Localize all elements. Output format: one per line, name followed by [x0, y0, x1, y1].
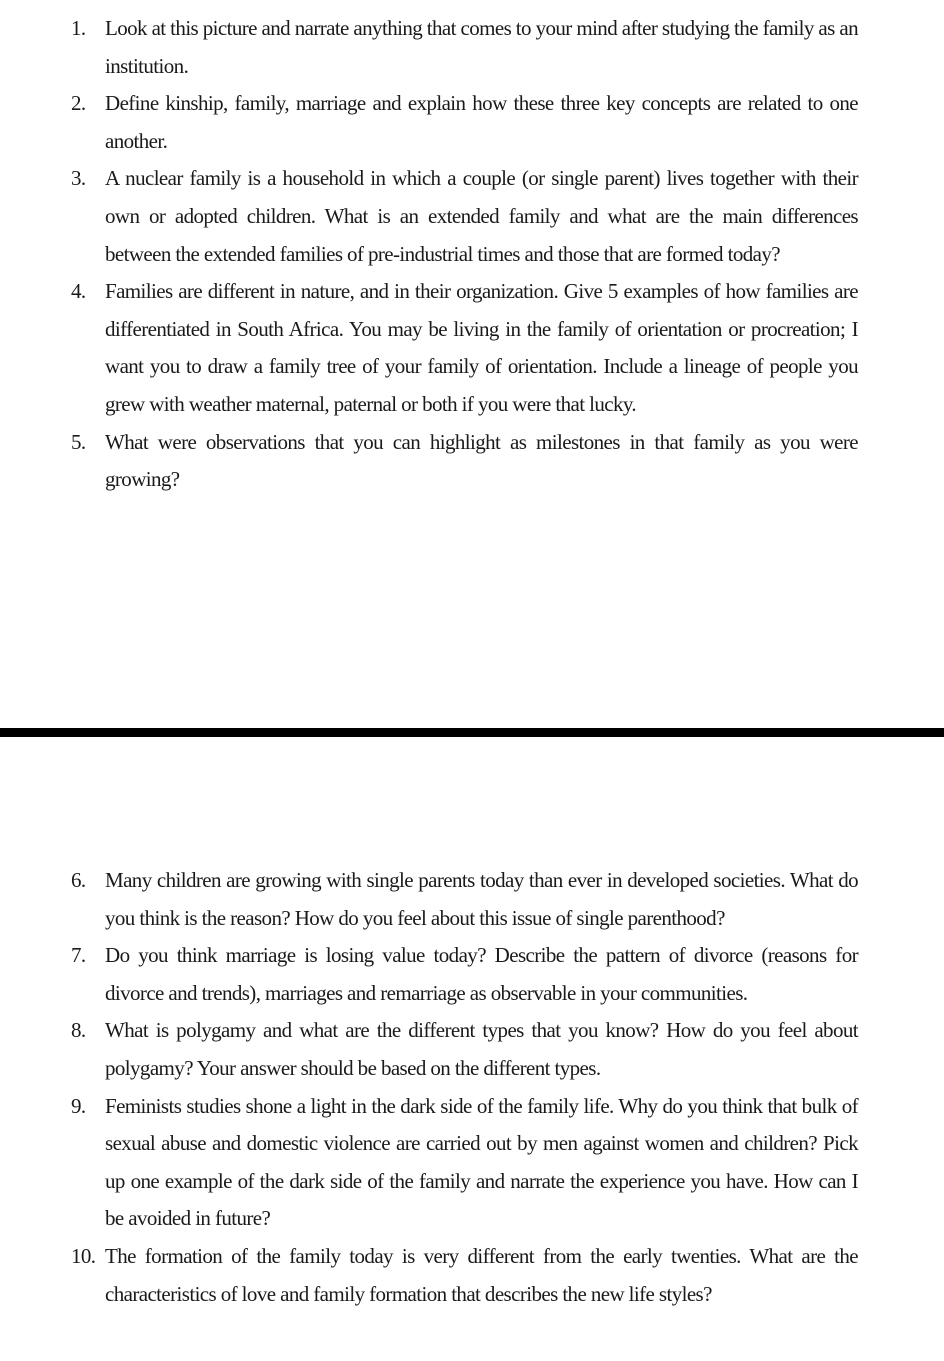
question-number: 10.: [71, 1243, 96, 1268]
page-divider: [0, 728, 944, 737]
question-text: A nuclear family is a household in which a couple (or single parent) lives together with their own or adopted children. What is an extended family and what are the main differences between the extended families of pre-industrial times and those that are formed today?: [105, 166, 858, 266]
question-text: What were observations that you can highlight as milestones in that family as you were growing?: [105, 429, 858, 492]
question-text: The formation of the family today is very different from the early twenties. What are the characteristics of love and family formation that describes the new life styles?: [105, 1243, 858, 1306]
question-text: What is polygamy and what are the different types that you know? How do you feel about polygamy? Your answer should be based on the different types.: [105, 1018, 858, 1080]
question-text: Families are different in nature, and in their organization. Give 5 examples of how families are differentiated in South Africa. You may be living in the family of orientation or procreation; I want you to draw a family tree of your family of orientation. Include a lineage of people you grew with weather maternal, paternal or both if you were that lucky.: [105, 279, 858, 416]
question-item-10: [0, 1238, 944, 1313]
question-item-6: [0, 862, 944, 937]
question-item-9: [0, 1088, 944, 1238]
question-text: Many children are growing with single parents today than ever in developed societies. What do you think is the reason? How do you feel about this issue of single parenthood?: [105, 868, 858, 930]
question-item-7: [0, 937, 944, 1012]
question-number: 9.: [71, 1093, 86, 1118]
question-text: Define kinship, family, marriage and explain how these three key concepts are related to one another.: [105, 91, 858, 153]
question-list-top: [0, 10, 944, 499]
question-text: Look at this picture and narrate anything that comes to your mind after studying the family as an institution.: [105, 16, 858, 78]
question-number: 3.: [71, 166, 86, 191]
page-top-section: [0, 10, 944, 499]
question-item-8: [0, 1012, 944, 1087]
question-number: 6.: [71, 868, 86, 892]
page-bottom-section: [0, 862, 944, 1313]
question-text: Do you think marriage is losing value today? Describe the pattern of divorce (reasons for divorce and trends), marriages and remarriage as observable in your communities.: [105, 943, 858, 1005]
question-number: 4.: [71, 279, 86, 304]
question-number: 2.: [71, 91, 86, 116]
question-item-4: [0, 273, 944, 423]
question-item-3: [0, 160, 944, 273]
question-text: Feminists studies shone a light in the dark side of the family life. Why do you think that bulk of sexual abuse and domestic violence are carried out by men against women and children? Pick up one example of the dark side of the family and narrate the experience you have. How can I be avoided in future?: [105, 1093, 858, 1231]
question-number: 1.: [71, 16, 86, 40]
question-number: 7.: [71, 943, 86, 968]
question-number: 5.: [71, 429, 86, 454]
question-number: 8.: [71, 1018, 86, 1043]
question-list-bottom: [0, 862, 944, 1313]
question-item-1: [0, 10, 944, 85]
question-item-5: [0, 424, 944, 499]
question-item-2: [0, 85, 944, 160]
